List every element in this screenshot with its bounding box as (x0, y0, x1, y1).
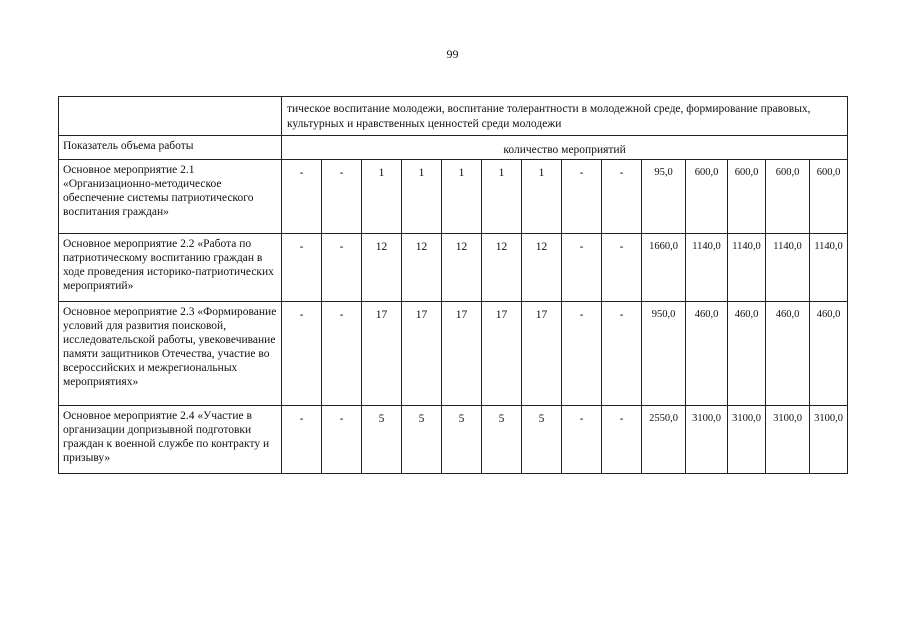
value-cell: 5 (362, 406, 402, 474)
value-cell: 460,0 (686, 302, 728, 406)
value-cell: 1140,0 (686, 234, 728, 302)
value-cell: 950,0 (642, 302, 686, 406)
value-cell: 5 (442, 406, 482, 474)
value-cell: 3100,0 (728, 406, 766, 474)
value-cell: 12 (402, 234, 442, 302)
value-cell: 460,0 (810, 302, 848, 406)
value-cell: 12 (522, 234, 562, 302)
value-cell: 17 (402, 302, 442, 406)
activity-label: Основное мероприятие 2.2 «Работа по патриотическому воспитанию граждан в ходе проведения историко-патриотических мероприятий» (59, 234, 282, 302)
activity-label: Основное мероприятие 2.3 «Формирование условий для развития поисковой, исследовательской работы, увековечивание памяти защитников Отечества, участие во всероссийских и межрегиональных мероприятиях» (59, 302, 282, 406)
value-cell: - (602, 234, 642, 302)
value-cell: 1 (442, 160, 482, 234)
section-header-row (59, 97, 848, 136)
value-cell: 1660,0 (642, 234, 686, 302)
value-cell: 1140,0 (810, 234, 848, 302)
table-row (59, 406, 848, 474)
value-cell: - (322, 160, 362, 234)
value-cell: 1 (402, 160, 442, 234)
value-cell: 1 (522, 160, 562, 234)
value-cell: 5 (482, 406, 522, 474)
value-cell: 1 (482, 160, 522, 234)
value-cell: 12 (442, 234, 482, 302)
value-cell: 95,0 (642, 160, 686, 234)
value-cell: 5 (402, 406, 442, 474)
value-cell: 460,0 (728, 302, 766, 406)
activity-label: Основное мероприятие 2.1 «Организационно-методическое обеспечение системы патриотического воспитания граждан» (59, 160, 282, 234)
table-row (59, 160, 848, 234)
value-cell: 600,0 (728, 160, 766, 234)
value-cell: - (282, 160, 322, 234)
unit-label: количество мероприятий (282, 136, 848, 160)
value-cell: 3100,0 (810, 406, 848, 474)
value-cell: 3100,0 (686, 406, 728, 474)
value-cell: 12 (362, 234, 402, 302)
value-cell: - (562, 160, 602, 234)
value-cell: 17 (362, 302, 402, 406)
value-cell: 12 (482, 234, 522, 302)
value-cell: - (282, 234, 322, 302)
value-cell: - (322, 234, 362, 302)
value-cell: - (322, 406, 362, 474)
indicator-row (59, 136, 848, 160)
value-cell: 1140,0 (766, 234, 810, 302)
section-title: тическое воспитание молодежи, воспитание толерантности в молодежной среде, формирование правовых, культурных и нравственных ценностей среди молодежи (282, 97, 848, 136)
value-cell: 1 (362, 160, 402, 234)
value-cell: 17 (482, 302, 522, 406)
value-cell: 460,0 (766, 302, 810, 406)
value-cell: 17 (442, 302, 482, 406)
value-cell: 2550,0 (642, 406, 686, 474)
activity-label: Основное мероприятие 2.4 «Участие в организации допризывной подготовки граждан к военной службе по контракту и призыву» (59, 406, 282, 474)
value-cell: - (562, 302, 602, 406)
value-cell: 3100,0 (766, 406, 810, 474)
value-cell: - (602, 406, 642, 474)
value-cell: - (562, 406, 602, 474)
value-cell: 17 (522, 302, 562, 406)
value-cell: - (282, 406, 322, 474)
table-row (59, 302, 848, 406)
value-cell: 5 (522, 406, 562, 474)
value-cell: 600,0 (766, 160, 810, 234)
table-row (59, 234, 848, 302)
value-cell: - (282, 302, 322, 406)
value-cell: - (602, 302, 642, 406)
value-cell: 1140,0 (728, 234, 766, 302)
page-number: 99 (446, 47, 459, 61)
indicator-label: Показатель объема работы (59, 136, 282, 160)
value-cell: - (602, 160, 642, 234)
value-cell: - (562, 234, 602, 302)
program-table (58, 96, 848, 474)
value-cell: 600,0 (686, 160, 728, 234)
value-cell: - (322, 302, 362, 406)
value-cell: 600,0 (810, 160, 848, 234)
empty-header-cell (59, 97, 282, 136)
